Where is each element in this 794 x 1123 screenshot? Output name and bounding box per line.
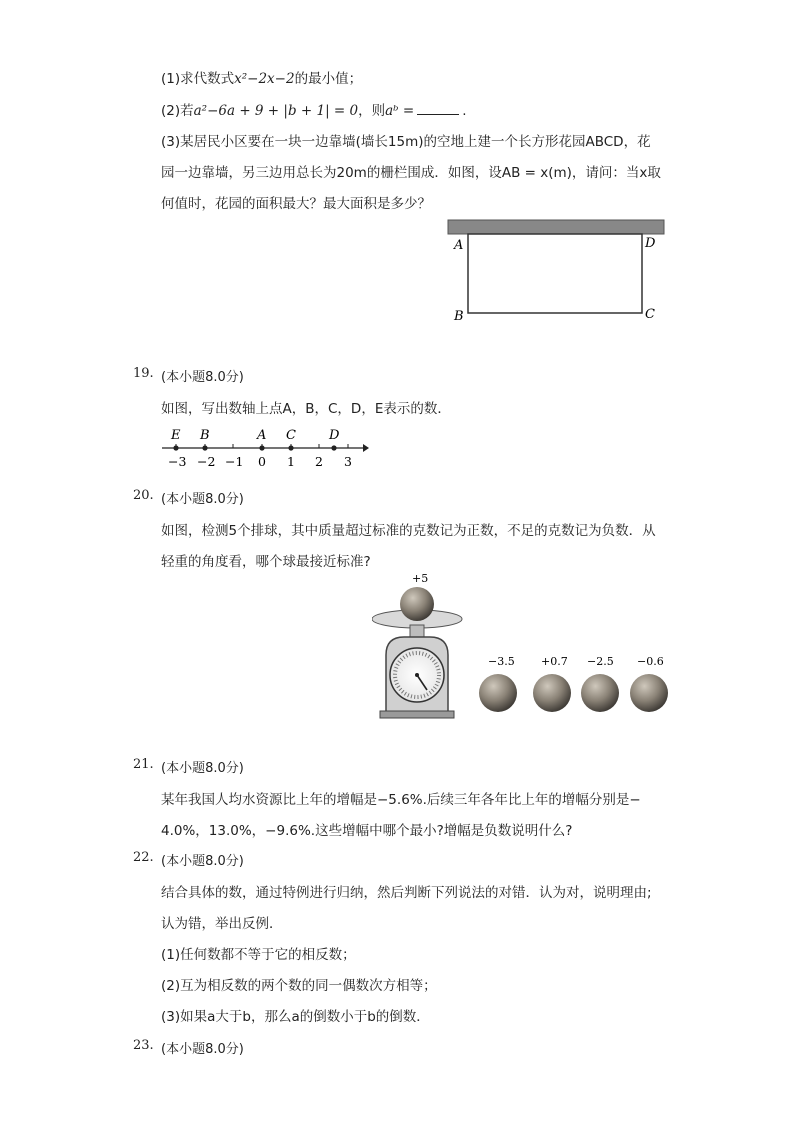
point-c bbox=[288, 445, 293, 450]
q22-statement-3: (3)如果a大于b，那么a的倒数小于b的倒数． bbox=[161, 1009, 430, 1025]
q18-part2: (2)若a²−6a + 9 + |b + 1| = 0，则aᵇ = . bbox=[161, 103, 467, 119]
q22-number: 22. bbox=[133, 850, 154, 865]
garden-figure bbox=[446, 218, 668, 326]
label-c: C bbox=[286, 428, 296, 443]
q21-line1: 某年我国人均水资源比上年的增幅是−5.6%.后续三年各年比上年的增幅分别是− bbox=[161, 792, 641, 808]
tick-label: 0 bbox=[258, 454, 266, 469]
q22-header: (本小题8.0分) bbox=[161, 854, 244, 869]
value-label-ball-4: −0.6 bbox=[637, 655, 664, 668]
q21-line2: 4.0%，13.0%，−9.6%.这些增幅中哪个最小?增幅是负数说明什么? bbox=[161, 823, 573, 839]
q22-line2: 认为错，举出反例． bbox=[161, 916, 283, 932]
q21-header: (本小题8.0分) bbox=[161, 761, 244, 776]
value-label-scale-ball: +5 bbox=[412, 572, 429, 585]
vertex-a-label: A bbox=[454, 238, 464, 253]
tick-label: 2 bbox=[315, 454, 323, 469]
q20-number: 20. bbox=[133, 488, 154, 503]
q18-part3-line1: (3)某居民小区要在一块一边靠墙(墙长15m)的空地上建一个长方形花园ABCD，花 bbox=[161, 134, 651, 150]
q21-number: 21. bbox=[133, 757, 154, 772]
q23-header: (本小题8.0分) bbox=[161, 1042, 244, 1057]
weighing-scale bbox=[372, 610, 462, 718]
volleyball-4 bbox=[630, 674, 668, 712]
wall-shape bbox=[448, 220, 664, 234]
vertex-b-label: B bbox=[454, 309, 464, 324]
value-label-ball-2: +0.7 bbox=[541, 655, 568, 668]
q18-part3-line3: 何值时，花园的面积最大？最大面积是多少？ bbox=[161, 196, 431, 212]
q18-part3-line2: 园一边靠墙，另三边用总长为20m的栅栏围成．如图，设AB = x(m)，请问：当x取 bbox=[161, 165, 661, 181]
label-a: A bbox=[257, 428, 267, 443]
label-d: D bbox=[329, 428, 340, 443]
q19-number: 19. bbox=[133, 366, 154, 381]
label-b: B bbox=[200, 428, 210, 443]
point-d bbox=[331, 445, 336, 450]
q20-line2: 轻重的角度看，哪个球最接近标准? bbox=[161, 554, 371, 570]
volleyball-1 bbox=[479, 674, 517, 712]
volleyball-2 bbox=[533, 674, 571, 712]
point-e bbox=[173, 445, 178, 450]
volleyball-on-scale bbox=[400, 587, 434, 621]
garden-rectangle bbox=[468, 234, 642, 313]
answer-blank bbox=[417, 102, 459, 115]
tick-label: −3 bbox=[168, 454, 187, 469]
value-label-ball-3: −2.5 bbox=[587, 655, 614, 668]
label-e: E bbox=[171, 428, 181, 443]
point-b bbox=[202, 445, 207, 450]
q19-header: (本小题8.0分) bbox=[161, 370, 244, 385]
tick-label: 3 bbox=[344, 454, 352, 469]
point-a bbox=[259, 445, 264, 450]
vertex-d-label: D bbox=[645, 236, 656, 251]
arrow-icon bbox=[363, 444, 369, 452]
tick-label: 1 bbox=[287, 454, 295, 469]
q22-statement-1: (1)任何数都不等于它的相反数； bbox=[161, 947, 356, 963]
volleyball-3 bbox=[581, 674, 619, 712]
q20-line1: 如图，检测5个排球，其中质量超过标准的克数记为正数，不足的克数记为负数．从 bbox=[161, 523, 656, 539]
tick-label: −1 bbox=[225, 454, 244, 469]
vertex-c-label: C bbox=[645, 307, 655, 322]
number-line-figure bbox=[160, 424, 370, 472]
q20-header: (本小题8.0分) bbox=[161, 492, 244, 507]
q23-number: 23. bbox=[133, 1038, 154, 1053]
q22-line1: 结合具体的数，通过特例进行归纳，然后判断下列说法的对错．认为对，说明理由; bbox=[161, 885, 652, 901]
q22-statement-2: (2)互为相反数的两个数的同一偶数次方相等； bbox=[161, 978, 437, 994]
q18-part1: (1)求代数式x²−2x−2的最小值； bbox=[161, 71, 363, 87]
value-label-ball-1: −3.5 bbox=[488, 655, 515, 668]
volleyball-scale-figure bbox=[372, 567, 672, 723]
q19-text: 如图，写出数轴上点A，B，C，D，E表示的数． bbox=[161, 401, 451, 417]
tick-label: −2 bbox=[197, 454, 216, 469]
